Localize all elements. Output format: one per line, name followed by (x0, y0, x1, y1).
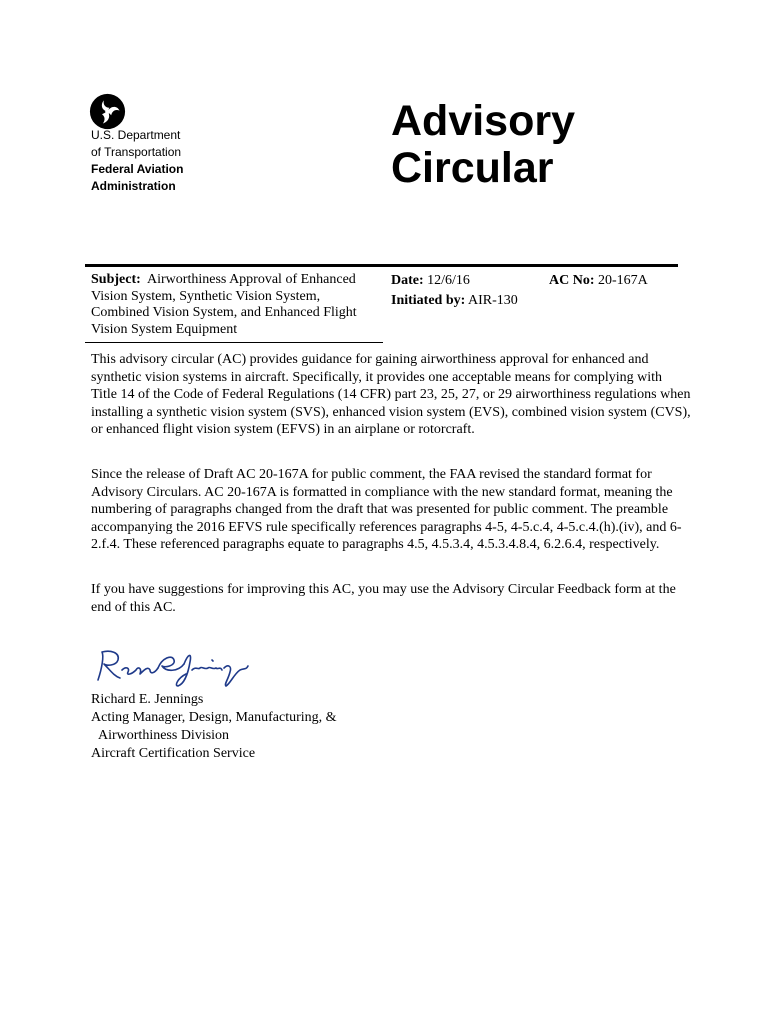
subject-divider (85, 342, 383, 343)
dot-seal-logo (89, 93, 126, 130)
body-paragraph-1: This advisory circular (AC) provides guidance for gaining airworthiness approval for enhanced and synthetic vision systems in aircraft. Specifically, it provides one acceptable means for complying with Title 14 of the Code of Federal Regulations (14 CFR) part 23, 25, 27, or 29 airworthiness regulations when installing a synthetic vision system (SVS), enhanced vision system (EVS), combined vision system (CVS), or enhanced flight vision system (EFVS) in an airplane or rotorcraft. (91, 352, 691, 437)
title-line-2: Circular (391, 144, 554, 192)
agency-name (91, 127, 183, 195)
document-title (391, 98, 575, 192)
signatory-title-line-3: Aircraft Certification Service (91, 746, 256, 761)
date-field (391, 272, 470, 290)
date-label: Date: (391, 273, 424, 288)
handwritten-signature (92, 640, 252, 692)
agency-line-1: U.S. Department (91, 128, 181, 142)
ac-number-value: 20-167A (598, 273, 648, 288)
signatory-title-line-2: Airworthiness Division (98, 728, 230, 743)
title-line-1: Advisory (391, 97, 576, 145)
subject-block (91, 272, 376, 338)
ac-number-field (549, 272, 648, 290)
initiated-value: AIR-130 (468, 293, 518, 308)
agency-line-4: Administration (91, 179, 176, 193)
initiated-by-field (391, 292, 518, 310)
body-paragraph-2: Since the release of Draft AC 20-167A for public comment, the FAA revised the standard format for Advisory Circulars. AC 20-167A is formatted in compliance with the new standard format, meaning the numbering of paragraphs changed from the draft that was presented for public comment. The preamble accompanying the 2016 EFVS rule specifically references paragraphs 4-5, 4-5.c.4, 4-5.c.4.(h).(iv), and 6-2.f.4. These referenced paragraphs equate to paragraphs 4.5, 4.5.3.4, 4.5.3.4.8.4, 6.2.6.4, respectively. (91, 467, 682, 552)
subject-text: Airworthiness Approval of Enhanced Vision System, Synthetic Vision System, Combined Vision System, and Enhanced Flight Vision System Equipment (91, 272, 357, 337)
ac-number-label: AC No: (549, 273, 595, 288)
signatory-name: Richard E. Jennings (91, 692, 204, 707)
date-value: 12/6/16 (427, 273, 470, 288)
agency-line-3: Federal Aviation (91, 162, 184, 176)
subject-label: Subject: (91, 272, 141, 287)
initiated-label: Initiated by: (391, 293, 466, 308)
signatory-block (91, 691, 337, 763)
agency-line-2: of Transportation (91, 145, 182, 159)
header-divider (85, 264, 678, 267)
body-paragraph-3: If you have suggestions for improving this AC, you may use the Advisory Circular Feedback form at the end of this AC. (91, 582, 676, 615)
signatory-title-line-1: Acting Manager, Design, Manufacturing, & (91, 710, 337, 725)
